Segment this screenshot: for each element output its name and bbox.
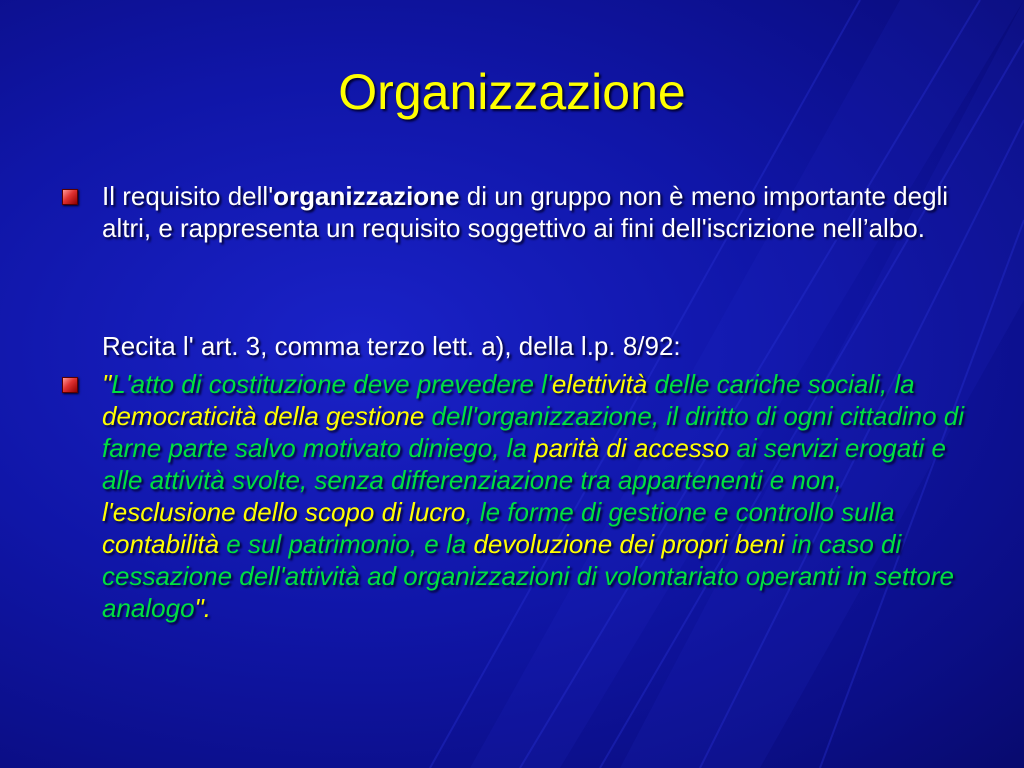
quote-highlight: devoluzione dei propri beni — [473, 529, 785, 559]
bullet1-bold-term: organizzazione — [273, 181, 460, 211]
quote-text: in caso di cessazione dell'attività ad organizzazioni di volontariato operanti in settore analogo — [102, 529, 954, 623]
quote-close-mark: ". — [194, 593, 211, 623]
bullet1-text-b: di un gruppo non è meno importante degli altri, e rappresenta un requisito soggettivo ai fini dell'iscrizione nell’albo. — [102, 181, 949, 243]
recita-line: Recita l' art. 3, comma terzo lett. a), della l.p. 8/92: — [102, 331, 681, 361]
bullet-quote — [102, 368, 982, 624]
square-bullet-icon — [62, 377, 78, 393]
quote-text: , le forme di gestione e controllo sulla — [465, 497, 895, 527]
quote-highlight: contabilità — [102, 529, 220, 559]
quote-text: delle cariche sociali, la — [647, 369, 915, 399]
quote-text: dell'organizzazione, il diritto di ogni cittadino di farne parte salvo motivato diniego, la — [102, 401, 965, 463]
quote-highlight: l'esclusione dello scopo di lucro — [102, 497, 466, 527]
bullet1-text-a: Il requisito dell' — [102, 181, 274, 211]
bullet-organizzazione — [102, 180, 982, 244]
quote-open-mark: " — [102, 369, 112, 399]
quote-highlight: elettività — [551, 369, 648, 399]
square-bullet-icon — [62, 189, 78, 205]
quote-highlight: parità di accesso — [534, 433, 730, 463]
slide-title: Organizzazione — [338, 64, 686, 120]
quote-text: ai servizi erogati e alle attività svolte, senza differenziazione tra appartenenti e non, — [102, 433, 947, 495]
quote-highlight: democraticità della gestione — [102, 401, 425, 431]
quote-text: e sul patrimonio, e la — [219, 529, 474, 559]
quote-text: L'atto di costituzione deve prevedere l' — [111, 369, 552, 399]
